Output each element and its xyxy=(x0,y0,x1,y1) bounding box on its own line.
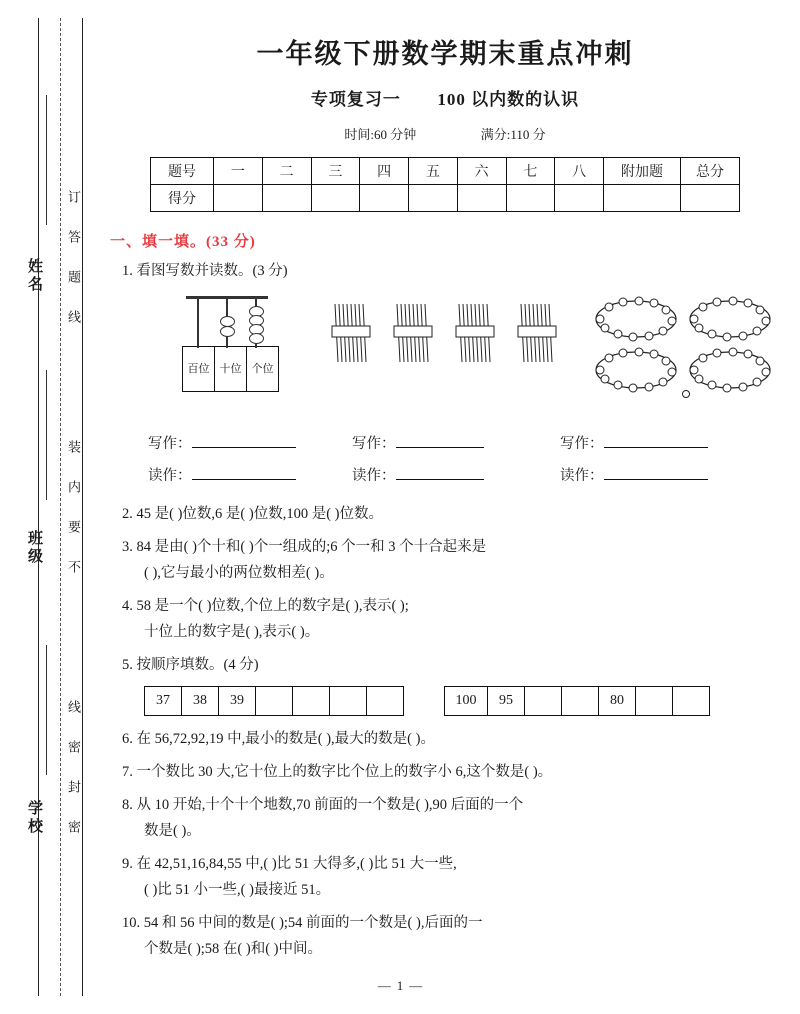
question-6: 6. 在 56,72,92,19 中,最小的数是( ),最大的数是( )。 xyxy=(122,731,435,747)
question-4-line2: 十位上的数字是( ),表示( )。 xyxy=(144,624,320,640)
subtitle-left: 专项复习一 xyxy=(310,90,401,109)
table-row xyxy=(145,687,404,716)
read-label-3: 读作： xyxy=(560,464,708,485)
seq-cell[interactable]: 80 xyxy=(599,687,636,716)
label-class: 班级 xyxy=(26,530,42,566)
question-10-line1: 10. 54 和 56 中间的数是( );54 前面的一个数是( ),后面的一 xyxy=(122,915,483,931)
exam-time: 时间:60 分钟 xyxy=(344,127,417,142)
question-3-line2: ( ),它与最小的两位数相差( )。 xyxy=(144,565,334,581)
score-header-cell: 一 xyxy=(214,158,263,185)
page-number: — 1 — xyxy=(377,978,423,993)
seq-cell[interactable]: 37 xyxy=(145,687,182,716)
seq-cell[interactable] xyxy=(525,687,562,716)
label-name: 姓名 xyxy=(26,258,42,294)
abacus-place-table xyxy=(182,346,279,392)
question-2: 2. 45 是( )位数,6 是( )位数,100 是( )位数。 xyxy=(122,506,383,522)
score-value-cell[interactable] xyxy=(681,185,740,212)
question-4-line1: 4. 58 是一个( )位数,个位上的数字是( ),表示( ); xyxy=(122,598,409,614)
margin-rule-outer xyxy=(38,18,39,996)
table-row xyxy=(151,158,740,185)
read-row xyxy=(100,464,790,494)
score-value-cell[interactable] xyxy=(409,185,458,212)
write-label-2: 写作： xyxy=(352,432,484,453)
question-1-figures xyxy=(100,288,790,438)
seal-text-2: 装 内 要 不 xyxy=(66,440,81,579)
score-header-cell: 附加题 xyxy=(604,158,681,185)
abacus-figure xyxy=(182,294,279,392)
label-school: 学校 xyxy=(26,800,42,836)
write-label-1: 写作： xyxy=(148,432,296,453)
score-header-cell: 五 xyxy=(409,158,458,185)
page-title: 一年级下册数学期末重点冲刺 xyxy=(256,39,634,69)
score-header-cell: 总分 xyxy=(681,158,740,185)
question-5: 5. 按顺序填数。(4 分) xyxy=(122,657,259,673)
stick-bundle-2 xyxy=(392,302,434,364)
school-write-line xyxy=(46,645,47,775)
seq-cell[interactable]: 39 xyxy=(219,687,256,716)
place-tens: 十位 xyxy=(215,347,247,392)
exam-meta xyxy=(100,124,790,143)
seq-cell[interactable] xyxy=(636,687,673,716)
score-header-cell: 四 xyxy=(360,158,409,185)
score-value-cell[interactable] xyxy=(262,185,311,212)
question-3-line1: 3. 84 是由( )个十和( )个一组成的;6 个一和 3 个十合起来是 xyxy=(122,539,487,555)
section-heading-1: 一、填一填。(33 分) xyxy=(110,234,256,250)
score-header-cell: 题号 xyxy=(151,158,214,185)
score-value-cell[interactable] xyxy=(311,185,360,212)
score-value-cell: 得分 xyxy=(151,185,214,212)
page-subtitle xyxy=(100,85,790,110)
stick-bundle-3 xyxy=(454,302,496,364)
score-header-cell: 八 xyxy=(555,158,604,185)
place-ones: 个位 xyxy=(247,347,279,392)
seal-text-1: 订 答 题 线 xyxy=(66,190,81,329)
seq-cell[interactable] xyxy=(673,687,710,716)
name-write-line xyxy=(46,95,47,225)
seq-cell[interactable] xyxy=(330,687,367,716)
stick-bundle-4 xyxy=(516,302,558,364)
score-table xyxy=(150,157,740,212)
question-9-line1: 9. 在 42,51,16,84,55 中,( )比 51 大得多,( )比 51 大一些, xyxy=(122,856,457,872)
score-value-cell[interactable] xyxy=(214,185,263,212)
score-value-cell[interactable] xyxy=(457,185,506,212)
score-value-cell[interactable] xyxy=(506,185,555,212)
score-value-cell[interactable] xyxy=(604,185,681,212)
margin-rule-dashed xyxy=(60,18,61,996)
question-9-line2: ( )比 51 小一些,( )最接近 51。 xyxy=(144,882,331,898)
table-row xyxy=(183,347,279,392)
seq-cell[interactable] xyxy=(367,687,404,716)
score-value-cell[interactable] xyxy=(360,185,409,212)
write-row xyxy=(100,432,790,462)
place-hundreds: 百位 xyxy=(183,347,215,392)
score-header-cell: 六 xyxy=(457,158,506,185)
worksheet-content xyxy=(100,0,790,962)
seq-cell[interactable] xyxy=(562,687,599,716)
seq-cell[interactable] xyxy=(293,687,330,716)
table-row xyxy=(151,185,740,212)
question-1: 1. 看图写数并读数。(3 分) xyxy=(122,263,288,279)
stick-bundle-1 xyxy=(330,302,372,364)
class-write-line xyxy=(46,370,47,500)
seal-text-3: 线 密 封 密 xyxy=(66,700,81,839)
question-8-line1: 8. 从 10 开始,十个十个地数,70 前面的一个数是( ),90 后面的一个 xyxy=(122,797,524,813)
seq-cell[interactable]: 100 xyxy=(445,687,488,716)
subtitle-right: 100 以内数的认识 xyxy=(437,90,580,109)
read-label-2: 读作： xyxy=(352,464,484,485)
read-label-1: 读作： xyxy=(148,464,296,485)
sequence-grid-a xyxy=(144,686,404,716)
seq-cell[interactable]: 95 xyxy=(488,687,525,716)
write-label-3: 写作： xyxy=(560,432,708,453)
seq-cell[interactable]: 38 xyxy=(182,687,219,716)
table-row xyxy=(445,687,710,716)
seq-cell[interactable] xyxy=(256,687,293,716)
question-5-grids xyxy=(144,686,790,716)
sequence-grid-b xyxy=(444,686,710,716)
score-header-cell: 七 xyxy=(506,158,555,185)
exam-total: 满分:110 分 xyxy=(480,127,546,142)
question-7: 7. 一个数比 30 大,它十位上的数字比个位上的数字小 6,这个数是( )。 xyxy=(122,764,553,780)
question-10-line2: 个数是( );58 在( )和( )中间。 xyxy=(144,941,322,957)
score-value-cell[interactable] xyxy=(555,185,604,212)
score-header-cell: 二 xyxy=(262,158,311,185)
score-header-cell: 三 xyxy=(311,158,360,185)
question-8-line2: 数是( )。 xyxy=(144,823,201,839)
